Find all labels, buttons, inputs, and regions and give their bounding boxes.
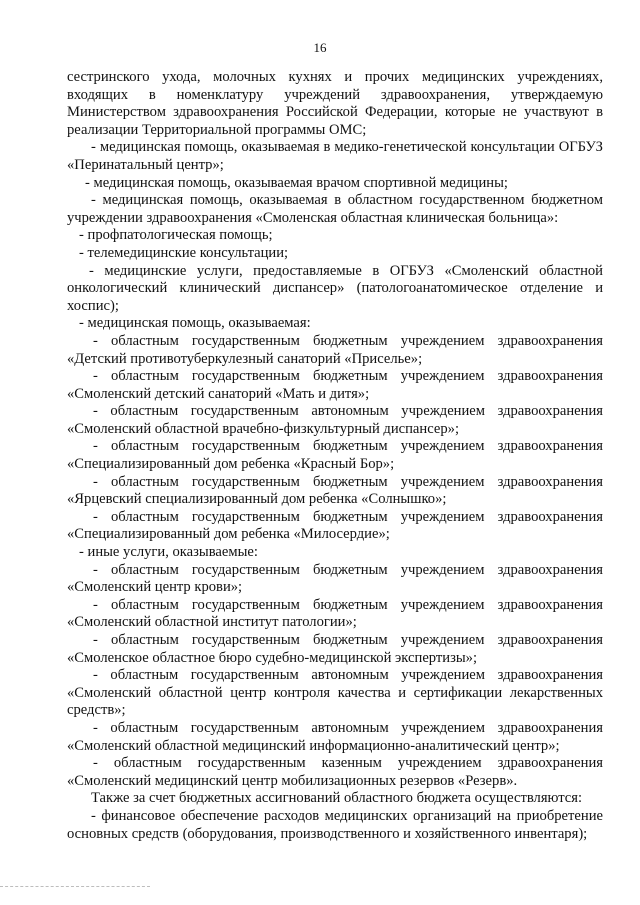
paragraph: - областным государственным бюджетным учреждением здравоохранения «Смоленский детский санаторий «Мать и дитя»; xyxy=(67,368,603,402)
paragraph: - областным государственным бюджетным учреждением здравоохранения «Специализированный дом ребенка «Красный Бор»; xyxy=(67,438,603,473)
document-body xyxy=(67,69,603,843)
paragraph: - медицинская помощь, оказываемая в медико-генетической консультации ОГБУЗ «Перинатальный центр»; xyxy=(67,139,603,173)
paragraph: - медицинская помощь, оказываемая: xyxy=(79,315,311,332)
paragraph: - финансовое обеспечение расходов медицинских организаций на приобретение основных средств (оборудования, производственного и хозяйственного инвентаря); xyxy=(67,807,603,842)
paragraph: - профпатологическая помощь; xyxy=(79,227,273,244)
paragraph: - областным государственным бюджетным учреждением здравоохранения «Специализированный дом ребенка «Милосердие»; xyxy=(67,508,603,543)
paragraph: - областным государственным бюджетным учреждением здравоохранения «Смоленское областное бюро судебно-медицинской экспертизы»; xyxy=(67,632,603,666)
paragraph: - телемедицинские консультации; xyxy=(79,244,289,261)
paragraph: - областным государственным автономным учреждением здравоохранения «Смоленский областной центр контроля качества и сертификации лекарственных средств»; xyxy=(67,667,603,719)
paragraph: Также за счет бюджетных ассигнований областного бюджета осуществляются: xyxy=(91,790,583,807)
paragraph: - медицинская помощь, оказываемая в областном государственном бюджетном учреждении здравоохранения «Смоленская областная клиническая больница»: xyxy=(67,192,603,226)
paragraph: - областным государственным автономным учреждением здравоохранения «Смоленский областной медицинский информационно-аналитический центр»; xyxy=(67,719,603,754)
paragraph: - областным государственным бюджетным учреждением здравоохранения «Детский противотуберкулезный санаторий «Приселье»; xyxy=(67,332,603,367)
paragraph: - областным государственным автономным учреждением здравоохранения «Смоленский областной врачебно-физкультурный диспансер»; xyxy=(67,403,603,437)
paragraph: - медицинская помощь, оказываемая врачом спортивной медицины; xyxy=(85,174,508,191)
page-number: 16 xyxy=(313,40,327,55)
paragraph: - медицинские услуги, предоставляемые в ОГБУЗ «Смоленский областной онкологический клинический диспансер» (патологоанатомическое отделение и хоспис); xyxy=(67,262,603,314)
paragraph: - областным государственным казенным учреждением здравоохранения «Смоленский медицинский центр мобилизационных резервов «Резерв». xyxy=(67,755,603,789)
paragraph: - областным государственным бюджетным учреждением здравоохранения «Ярцевский специализированный дом ребенка «Солнышко»; xyxy=(67,473,603,508)
paragraph: - областным государственным бюджетным учреждением здравоохранения «Смоленский областной институт патологии»; xyxy=(67,596,603,631)
paragraph: сестринского ухода, молочных кухнях и прочих медицинских учреждениях, входящих в номенклатуру учреждений здравоохранения, утверждаемую Министерством здравоохранения Российской Федерации, которые не участвуют в реализации Территориальной программы ОМС; xyxy=(67,69,603,138)
footer-divider xyxy=(0,886,150,887)
paragraph: - иные услуги, оказываемые: xyxy=(79,544,258,561)
paragraph: - областным государственным бюджетным учреждением здравоохранения «Смоленский центр крови»; xyxy=(67,561,603,596)
